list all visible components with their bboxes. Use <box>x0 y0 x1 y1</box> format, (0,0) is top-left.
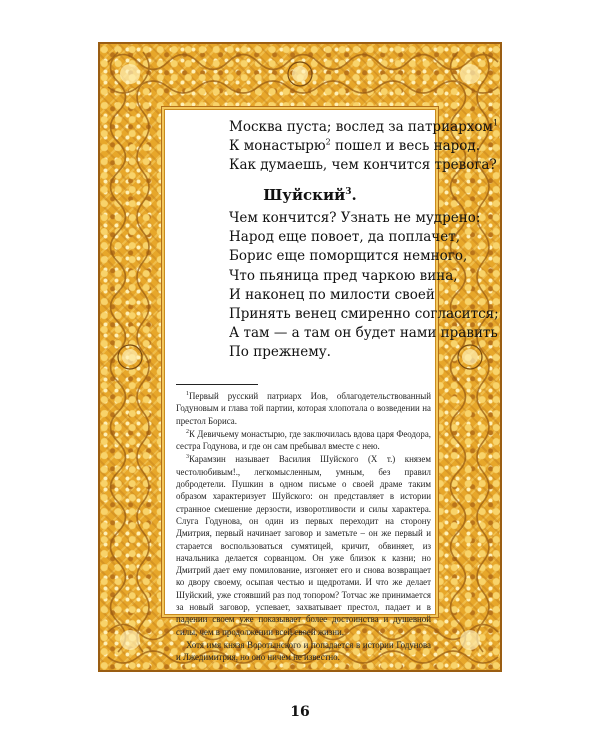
verse-block-a <box>229 118 499 176</box>
footnote-rule <box>176 384 258 385</box>
verse-line: Принять венец смиренно согласится; <box>229 306 499 323</box>
verse-line: Борис еще поморщится немного, <box>229 248 468 265</box>
verse-block-b <box>229 209 499 363</box>
verse-line: Как думаешь, чем кончится тревога? <box>229 157 497 174</box>
verse-line: По прежнему. <box>229 344 331 361</box>
footnote: $^2$К Девичьему монастырю, где заключилась вдова царя Феодора, сестра Годунова, и где он сам пребывал вместе с нею. <box>176 428 431 452</box>
footnote: $^3$Карамзин называет Василия Шуйского (X т.) князем честолюбивым!., легкомысленным, умным, без правил добродетели. Пушкин в одном письме о своей драме таким образом характеризует Шуйского: он представляет в истории странное смешение дерзости, изворотливости и силы характера. Слуга Годунова, он один из первых переходит на сторону Дмитрия, первый начинает заговор и заметьте – он же первый и старается воспользоваться сумятицей, кричит, обвиняет, из начальника делается сорванцом. Он уже близок к казни; но Дмитрий дает ему помилование, изгоняет его и снова возвращает ко двору своему, осыпая честью и щедротами. И что же делает Шуйский, уже стоявший раз под топором? Тотчас же принимается за новый заговор, успевает, захватывает престол, падает и в падении своем уже показывает более достоинства и душевной силы, чем в продолжении всей своей жизни. <box>176 454 431 637</box>
footnote-ref: 2 <box>325 137 331 147</box>
footnotes <box>176 390 431 665</box>
verse-line: Что пьяница пред чаркою вина, <box>229 267 458 284</box>
footnote: $^1$Первый русский патриарх Иов, облагодетельствованный Годуновым и глава той партии, которая хлопотала о возведении на престол Бориса. <box>176 391 431 426</box>
verse-line: А там — а там он будет нами править <box>229 325 498 342</box>
footnote-ref: 3 <box>345 187 352 197</box>
verse-line: К монастырю$^2$ пошел и весь народ. <box>229 137 481 155</box>
footnote: Хотя имя князя Воротынского и попадается в истории Годунова и Лжедимитрия, но оно ничем не известно. <box>176 639 431 663</box>
verse-line: Народ еще повоет, да поплачет, <box>229 229 460 246</box>
page-number: 16 <box>290 704 310 720</box>
verse-line: Чем кончится? Узнать не мудрено: <box>229 210 481 226</box>
verse-line: И наконец по милости своей <box>229 286 435 303</box>
speaker-heading: Шуйский$^3$. <box>263 186 357 204</box>
verse-line: Москва пуста; вослед за патриархом$^1$ <box>229 118 499 135</box>
footnote-ref: 1 <box>493 118 499 128</box>
